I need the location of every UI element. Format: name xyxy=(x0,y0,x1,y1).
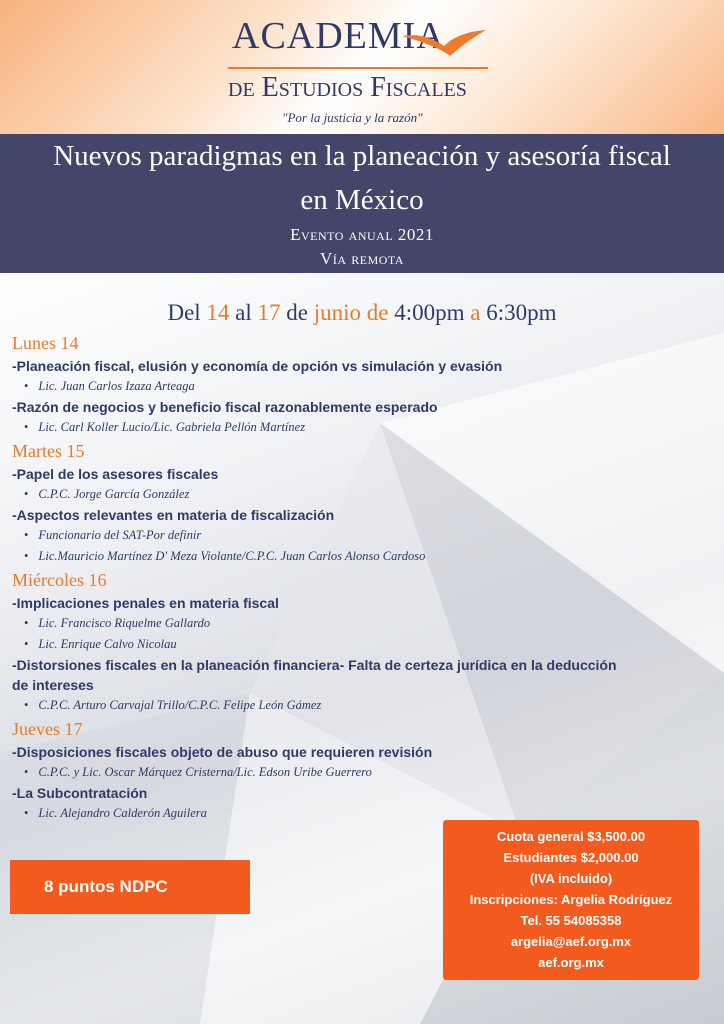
dates-text: al xyxy=(229,300,258,325)
session-speaker: • Lic. Juan Carlos Izaza Arteaga xyxy=(24,376,712,397)
bird-logo-icon xyxy=(398,22,490,62)
logo-subtitle: de Estudios Fiscales xyxy=(228,72,467,103)
dates-end-time: 6:30pm xyxy=(480,300,557,325)
dates-start-day: 14 xyxy=(206,300,230,325)
dates-text: Del xyxy=(167,300,207,325)
session-speaker: • Lic.Mauricio Martínez D' Meza Violante/C.P.C. Juan Carlos Alonso Cardoso xyxy=(24,546,712,567)
session-speaker: • Lic. Enrique Calvo Nicolau xyxy=(24,634,712,655)
session-topic: -La Subcontratación xyxy=(12,785,148,801)
fee-tax-note: (IVA incluido) xyxy=(529,871,613,886)
day-heading-lunes: Lunes 14 xyxy=(12,333,79,353)
session-speaker: • Lic. Alejandro Calderón Aguilera xyxy=(24,803,712,824)
session-topic: -Papel de los asesores fiscales xyxy=(12,466,219,482)
session-topic: -Distorsiones fiscales en la planeación financiera- Falta de certeza jurídica en la deducción xyxy=(12,657,617,673)
event-modality: Vía remota xyxy=(320,249,404,268)
dates-text: a xyxy=(470,300,481,325)
registration-contact: Inscripciones: Argelia Rodríguez xyxy=(469,892,673,907)
session-topic: -Razón de negocios y beneficio fiscal razonablemente esperado xyxy=(12,399,438,415)
day-heading-martes: Martes 15 xyxy=(12,441,85,461)
session-speaker: • Lic. Carl Koller Lucio/Lic. Gabriela Pellón Martínez xyxy=(24,417,712,438)
session-topic: -Aspectos relevantes en materia de fiscalización xyxy=(12,507,335,523)
fee-info-box xyxy=(443,820,699,980)
event-title-line1: Nuevos paradigmas en la planeación y asesoría fiscal xyxy=(53,140,671,172)
event-title-line2: en México xyxy=(300,184,424,216)
session-topic: -Implicaciones penales en materia fiscal xyxy=(12,595,279,611)
event-banner xyxy=(0,134,724,273)
dates-start-time: 4:00pm xyxy=(388,300,471,325)
website-link[interactable]: aef.org.mx xyxy=(538,955,604,970)
logo-title: ACADEMIA xyxy=(232,15,445,57)
event-dates xyxy=(0,300,724,326)
session-speaker: • C.P.C. Jorge García González xyxy=(24,484,712,505)
day-heading-miercoles: Miércoles 16 xyxy=(12,570,107,590)
schedule xyxy=(12,330,712,824)
event-subtitle: Evento anual 2021 xyxy=(290,225,434,244)
day-heading-jueves: Jueves 17 xyxy=(12,719,83,739)
session-speaker: • C.P.C. Arturo Carvajal Trillo/C.P.C. Felipe León Gámez xyxy=(24,695,712,716)
session-topic: -Planeación fiscal, elusión y economía de opción vs simulación y evasión xyxy=(12,358,503,374)
fee-students: Estudiantes $2,000.00 xyxy=(503,850,639,865)
logo-tagline: "Por la justicia y la razón" xyxy=(282,110,423,125)
session-topic-continued: de intereses xyxy=(12,677,94,693)
dates-month: junio de xyxy=(313,300,389,325)
dates-text: de xyxy=(280,300,314,325)
session-speaker: • Lic. Francisco Riquelme Gallardo xyxy=(24,613,712,634)
session-speaker: • Funcionario del SAT-Por definir xyxy=(24,525,712,546)
dates-end-day: 17 xyxy=(257,300,281,325)
session-speaker: • C.P.C. y Lic. Oscar Márquez Cristerna/Lic. Edson Uribe Guerrero xyxy=(24,762,712,783)
fee-general: Cuota general $3,500.00 xyxy=(496,829,646,844)
logo-divider xyxy=(228,67,488,69)
ndpc-points-badge: 8 puntos NDPC xyxy=(10,860,250,914)
session-topic: -Disposiciones fiscales objeto de abuso que requieren revisión xyxy=(12,744,433,760)
contact-email[interactable]: argelia@aef.org.mx xyxy=(510,934,632,949)
contact-phone: Tel. 55 54085358 xyxy=(520,913,622,928)
